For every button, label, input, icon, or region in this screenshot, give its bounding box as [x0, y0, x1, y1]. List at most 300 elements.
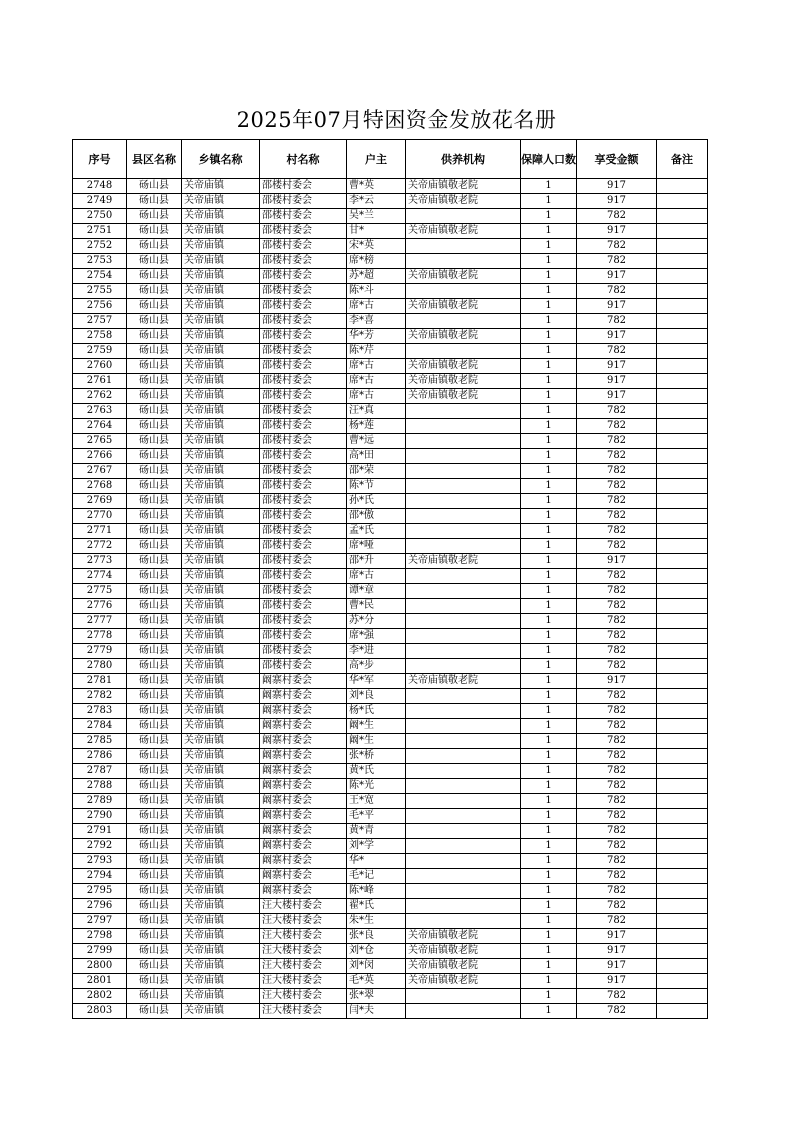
- cell-town: 关帝庙镇: [182, 794, 260, 809]
- table-row: [73, 824, 708, 839]
- cell-town: 关帝庙镇: [182, 464, 260, 479]
- cell-amount: 917: [577, 374, 657, 389]
- cell-county: 砀山县: [127, 884, 182, 899]
- cell-town: 关帝庙镇: [182, 344, 260, 359]
- cell-institution: [406, 704, 521, 719]
- cell-remark: [657, 644, 708, 659]
- cell-seq: 2756: [73, 299, 127, 314]
- cell-county: 砀山县: [127, 584, 182, 599]
- cell-seq: 2797: [73, 914, 127, 929]
- table-row: [73, 284, 708, 299]
- cell-seq: 2789: [73, 794, 127, 809]
- cell-remark: [657, 419, 708, 434]
- cell-town: 关帝庙镇: [182, 704, 260, 719]
- cell-county: 砀山县: [127, 419, 182, 434]
- cell-population: 1: [521, 794, 577, 809]
- cell-householder: 刘*闵: [347, 959, 406, 974]
- table-row: [73, 734, 708, 749]
- cell-remark: [657, 869, 708, 884]
- header-town: 乡镇名称: [182, 140, 260, 179]
- cell-population: 1: [521, 719, 577, 734]
- cell-county: 砀山县: [127, 239, 182, 254]
- cell-county: 砀山县: [127, 554, 182, 569]
- cell-householder: 黄*氏: [347, 764, 406, 779]
- cell-householder: 席*古: [347, 569, 406, 584]
- cell-seq: 2796: [73, 899, 127, 914]
- cell-population: 1: [521, 344, 577, 359]
- cell-householder: 张*桥: [347, 749, 406, 764]
- cell-institution: [406, 734, 521, 749]
- cell-amount: 782: [577, 314, 657, 329]
- cell-remark: [657, 524, 708, 539]
- table-row: [73, 989, 708, 1004]
- cell-county: 砀山县: [127, 959, 182, 974]
- cell-village: 阚寨村委会: [260, 824, 347, 839]
- cell-village: 邵楼村委会: [260, 299, 347, 314]
- cell-seq: 2749: [73, 194, 127, 209]
- cell-seq: 2753: [73, 254, 127, 269]
- cell-seq: 2787: [73, 764, 127, 779]
- table-row: [73, 899, 708, 914]
- cell-population: 1: [521, 524, 577, 539]
- cell-institution: 关帝庙镇敬老院: [406, 974, 521, 989]
- cell-town: 关帝庙镇: [182, 374, 260, 389]
- cell-amount: 782: [577, 524, 657, 539]
- table-row: [73, 209, 708, 224]
- cell-village: 邵楼村委会: [260, 629, 347, 644]
- cell-institution: [406, 749, 521, 764]
- cell-county: 砀山县: [127, 404, 182, 419]
- cell-county: 砀山县: [127, 464, 182, 479]
- cell-amount: 782: [577, 284, 657, 299]
- cell-amount: 782: [577, 659, 657, 674]
- cell-remark: [657, 464, 708, 479]
- cell-town: 关帝庙镇: [182, 569, 260, 584]
- cell-population: 1: [521, 554, 577, 569]
- cell-county: 砀山县: [127, 494, 182, 509]
- cell-county: 砀山县: [127, 599, 182, 614]
- cell-seq: 2781: [73, 674, 127, 689]
- cell-householder: 陈*光: [347, 779, 406, 794]
- table-row: [73, 239, 708, 254]
- cell-amount: 782: [577, 749, 657, 764]
- cell-population: 1: [521, 239, 577, 254]
- cell-county: 砀山县: [127, 719, 182, 734]
- table-body: [73, 179, 708, 1019]
- cell-householder: 毛*记: [347, 869, 406, 884]
- table-row: [73, 434, 708, 449]
- cell-population: 1: [521, 314, 577, 329]
- cell-institution: 关帝庙镇敬老院: [406, 299, 521, 314]
- cell-town: 关帝庙镇: [182, 329, 260, 344]
- cell-institution: [406, 989, 521, 1004]
- cell-town: 关帝庙镇: [182, 674, 260, 689]
- cell-institution: 关帝庙镇敬老院: [406, 554, 521, 569]
- cell-institution: [406, 539, 521, 554]
- cell-householder: 毛*平: [347, 809, 406, 824]
- cell-county: 砀山县: [127, 899, 182, 914]
- cell-town: 关帝庙镇: [182, 749, 260, 764]
- cell-institution: [406, 839, 521, 854]
- cell-seq: 2800: [73, 959, 127, 974]
- cell-population: 1: [521, 944, 577, 959]
- cell-institution: 关帝庙镇敬老院: [406, 389, 521, 404]
- cell-population: 1: [521, 884, 577, 899]
- cell-population: 1: [521, 284, 577, 299]
- cell-householder: 陈*芹: [347, 344, 406, 359]
- cell-amount: 782: [577, 734, 657, 749]
- header-village: 村名称: [260, 140, 347, 179]
- cell-householder: 席*古: [347, 299, 406, 314]
- cell-householder: 席*强: [347, 629, 406, 644]
- cell-institution: [406, 764, 521, 779]
- cell-village: 邵楼村委会: [260, 404, 347, 419]
- cell-county: 砀山县: [127, 254, 182, 269]
- cell-seq: 2761: [73, 374, 127, 389]
- cell-amount: 917: [577, 194, 657, 209]
- cell-county: 砀山县: [127, 809, 182, 824]
- cell-householder: 邵*傲: [347, 509, 406, 524]
- cell-population: 1: [521, 194, 577, 209]
- cell-amount: 782: [577, 914, 657, 929]
- cell-village: 汪大楼村委会: [260, 959, 347, 974]
- cell-seq: 2791: [73, 824, 127, 839]
- cell-county: 砀山县: [127, 734, 182, 749]
- cell-seq: 2758: [73, 329, 127, 344]
- cell-amount: 782: [577, 824, 657, 839]
- cell-householder: 朱*生: [347, 914, 406, 929]
- cell-remark: [657, 824, 708, 839]
- cell-town: 关帝庙镇: [182, 494, 260, 509]
- table-row: [73, 809, 708, 824]
- table-row: [73, 674, 708, 689]
- cell-seq: 2792: [73, 839, 127, 854]
- cell-village: 阚寨村委会: [260, 779, 347, 794]
- cell-amount: 782: [577, 254, 657, 269]
- cell-village: 阚寨村委会: [260, 764, 347, 779]
- cell-town: 关帝庙镇: [182, 299, 260, 314]
- cell-householder: 李*进: [347, 644, 406, 659]
- cell-amount: 917: [577, 944, 657, 959]
- cell-village: 邵楼村委会: [260, 194, 347, 209]
- cell-seq: 2802: [73, 989, 127, 1004]
- cell-remark: [657, 944, 708, 959]
- cell-town: 关帝庙镇: [182, 539, 260, 554]
- cell-remark: [657, 734, 708, 749]
- cell-amount: 782: [577, 809, 657, 824]
- cell-remark: [657, 284, 708, 299]
- cell-population: 1: [521, 659, 577, 674]
- cell-institution: [406, 479, 521, 494]
- cell-amount: 782: [577, 419, 657, 434]
- cell-remark: [657, 749, 708, 764]
- cell-population: 1: [521, 734, 577, 749]
- cell-county: 砀山县: [127, 524, 182, 539]
- cell-remark: [657, 764, 708, 779]
- cell-population: 1: [521, 179, 577, 194]
- cell-householder: 刘*学: [347, 839, 406, 854]
- cell-amount: 917: [577, 974, 657, 989]
- cell-town: 关帝庙镇: [182, 779, 260, 794]
- cell-amount: 782: [577, 854, 657, 869]
- cell-seq: 2790: [73, 809, 127, 824]
- cell-remark: [657, 629, 708, 644]
- cell-householder: 席*榜: [347, 254, 406, 269]
- cell-village: 汪大楼村委会: [260, 1004, 347, 1019]
- cell-remark: [657, 494, 708, 509]
- cell-town: 关帝庙镇: [182, 254, 260, 269]
- cell-village: 邵楼村委会: [260, 434, 347, 449]
- cell-county: 砀山县: [127, 269, 182, 284]
- cell-householder: 阚*生: [347, 734, 406, 749]
- cell-village: 邵楼村委会: [260, 659, 347, 674]
- roster-table: [72, 139, 708, 1019]
- table-row: [73, 1004, 708, 1019]
- table-row: [73, 524, 708, 539]
- cell-institution: [406, 209, 521, 224]
- cell-remark: [657, 779, 708, 794]
- cell-seq: 2776: [73, 599, 127, 614]
- cell-amount: 917: [577, 299, 657, 314]
- cell-institution: [406, 434, 521, 449]
- cell-householder: 谭*章: [347, 584, 406, 599]
- cell-seq: 2784: [73, 719, 127, 734]
- cell-householder: 陈*峰: [347, 884, 406, 899]
- table-row: [73, 614, 708, 629]
- cell-county: 砀山县: [127, 989, 182, 1004]
- cell-institution: [406, 569, 521, 584]
- cell-town: 关帝庙镇: [182, 764, 260, 779]
- cell-seq: 2777: [73, 614, 127, 629]
- cell-village: 阚寨村委会: [260, 839, 347, 854]
- header-amount: 享受金额: [577, 140, 657, 179]
- cell-amount: 782: [577, 509, 657, 524]
- cell-town: 关帝庙镇: [182, 989, 260, 1004]
- table-row: [73, 554, 708, 569]
- cell-remark: [657, 179, 708, 194]
- cell-village: 邵楼村委会: [260, 314, 347, 329]
- cell-seq: 2765: [73, 434, 127, 449]
- cell-institution: 关帝庙镇敬老院: [406, 224, 521, 239]
- cell-village: 邵楼村委会: [260, 509, 347, 524]
- cell-town: 关帝庙镇: [182, 974, 260, 989]
- cell-remark: [657, 554, 708, 569]
- cell-amount: 917: [577, 929, 657, 944]
- cell-remark: [657, 989, 708, 1004]
- cell-remark: [657, 689, 708, 704]
- cell-amount: 917: [577, 674, 657, 689]
- cell-institution: 关帝庙镇敬老院: [406, 374, 521, 389]
- cell-town: 关帝庙镇: [182, 284, 260, 299]
- cell-amount: 782: [577, 464, 657, 479]
- cell-town: 关帝庙镇: [182, 884, 260, 899]
- cell-householder: 翟*氏: [347, 899, 406, 914]
- cell-amount: 782: [577, 779, 657, 794]
- cell-town: 关帝庙镇: [182, 689, 260, 704]
- cell-town: 关帝庙镇: [182, 629, 260, 644]
- cell-village: 汪大楼村委会: [260, 974, 347, 989]
- cell-town: 关帝庙镇: [182, 614, 260, 629]
- cell-town: 关帝庙镇: [182, 554, 260, 569]
- cell-householder: 闫*夫: [347, 1004, 406, 1019]
- cell-remark: [657, 929, 708, 944]
- cell-village: 阚寨村委会: [260, 809, 347, 824]
- cell-remark: [657, 719, 708, 734]
- cell-institution: [406, 599, 521, 614]
- table-row: [73, 644, 708, 659]
- cell-population: 1: [521, 824, 577, 839]
- cell-seq: 2793: [73, 854, 127, 869]
- cell-householder: 华*芳: [347, 329, 406, 344]
- cell-village: 阚寨村委会: [260, 734, 347, 749]
- header-institution: 供养机构: [406, 140, 521, 179]
- cell-householder: 席*古: [347, 359, 406, 374]
- cell-county: 砀山县: [127, 974, 182, 989]
- table-row: [73, 479, 708, 494]
- cell-population: 1: [521, 464, 577, 479]
- cell-town: 关帝庙镇: [182, 524, 260, 539]
- cell-population: 1: [521, 989, 577, 1004]
- cell-amount: 917: [577, 554, 657, 569]
- cell-householder: 杨*氏: [347, 704, 406, 719]
- cell-seq: 2783: [73, 704, 127, 719]
- cell-village: 邵楼村委会: [260, 329, 347, 344]
- cell-householder: 吴*兰: [347, 209, 406, 224]
- cell-institution: [406, 239, 521, 254]
- cell-householder: 席*哑: [347, 539, 406, 554]
- cell-village: 邵楼村委会: [260, 524, 347, 539]
- header-population: 保障人口数: [521, 140, 577, 179]
- cell-town: 关帝庙镇: [182, 269, 260, 284]
- cell-seq: 2764: [73, 419, 127, 434]
- cell-amount: 782: [577, 764, 657, 779]
- cell-householder: 邵*升: [347, 554, 406, 569]
- cell-village: 邵楼村委会: [260, 224, 347, 239]
- table-row: [73, 509, 708, 524]
- cell-institution: [406, 854, 521, 869]
- cell-amount: 782: [577, 239, 657, 254]
- cell-county: 砀山县: [127, 389, 182, 404]
- cell-population: 1: [521, 209, 577, 224]
- table-row: [73, 689, 708, 704]
- cell-remark: [657, 404, 708, 419]
- cell-householder: 阚*生: [347, 719, 406, 734]
- cell-institution: [406, 719, 521, 734]
- cell-remark: [657, 224, 708, 239]
- cell-population: 1: [521, 614, 577, 629]
- cell-village: 邵楼村委会: [260, 494, 347, 509]
- cell-town: 关帝庙镇: [182, 179, 260, 194]
- cell-village: 邵楼村委会: [260, 554, 347, 569]
- cell-county: 砀山县: [127, 359, 182, 374]
- cell-remark: [657, 899, 708, 914]
- cell-remark: [657, 1004, 708, 1019]
- header-householder: 户主: [347, 140, 406, 179]
- cell-county: 砀山县: [127, 479, 182, 494]
- cell-institution: [406, 494, 521, 509]
- cell-population: 1: [521, 254, 577, 269]
- table-row: [73, 494, 708, 509]
- cell-remark: [657, 269, 708, 284]
- cell-amount: 782: [577, 344, 657, 359]
- cell-householder: 孙*氏: [347, 494, 406, 509]
- cell-amount: 782: [577, 479, 657, 494]
- cell-institution: [406, 629, 521, 644]
- cell-town: 关帝庙镇: [182, 734, 260, 749]
- cell-population: 1: [521, 644, 577, 659]
- cell-village: 阚寨村委会: [260, 689, 347, 704]
- cell-amount: 782: [577, 794, 657, 809]
- table-row: [73, 959, 708, 974]
- cell-seq: 2798: [73, 929, 127, 944]
- cell-town: 关帝庙镇: [182, 359, 260, 374]
- header-row: [73, 140, 708, 179]
- cell-village: 邵楼村委会: [260, 269, 347, 284]
- table-row: [73, 299, 708, 314]
- table-row: [73, 224, 708, 239]
- cell-remark: [657, 704, 708, 719]
- cell-institution: 关帝庙镇敬老院: [406, 359, 521, 374]
- cell-town: 关帝庙镇: [182, 944, 260, 959]
- cell-town: 关帝庙镇: [182, 599, 260, 614]
- cell-population: 1: [521, 929, 577, 944]
- cell-amount: 782: [577, 839, 657, 854]
- cell-county: 砀山县: [127, 824, 182, 839]
- cell-householder: 李*喜: [347, 314, 406, 329]
- cell-village: 邵楼村委会: [260, 539, 347, 554]
- cell-county: 砀山县: [127, 764, 182, 779]
- cell-institution: [406, 779, 521, 794]
- cell-village: 阚寨村委会: [260, 794, 347, 809]
- cell-county: 砀山县: [127, 509, 182, 524]
- cell-institution: [406, 1004, 521, 1019]
- cell-county: 砀山县: [127, 629, 182, 644]
- table-row: [73, 389, 708, 404]
- cell-institution: [406, 644, 521, 659]
- cell-remark: [657, 509, 708, 524]
- cell-amount: 782: [577, 584, 657, 599]
- cell-population: 1: [521, 404, 577, 419]
- cell-remark: [657, 374, 708, 389]
- cell-householder: 曹*远: [347, 434, 406, 449]
- cell-institution: 关帝庙镇敬老院: [406, 179, 521, 194]
- cell-village: 阚寨村委会: [260, 884, 347, 899]
- cell-population: 1: [521, 434, 577, 449]
- cell-population: 1: [521, 359, 577, 374]
- cell-remark: [657, 389, 708, 404]
- cell-institution: 关帝庙镇敬老院: [406, 944, 521, 959]
- cell-town: 关帝庙镇: [182, 659, 260, 674]
- table-row: [73, 344, 708, 359]
- cell-county: 砀山县: [127, 839, 182, 854]
- cell-householder: 杨*莲: [347, 419, 406, 434]
- cell-county: 砀山县: [127, 569, 182, 584]
- cell-town: 关帝庙镇: [182, 434, 260, 449]
- cell-institution: 关帝庙镇敬老院: [406, 329, 521, 344]
- cell-town: 关帝庙镇: [182, 959, 260, 974]
- table-row: [73, 839, 708, 854]
- cell-population: 1: [521, 674, 577, 689]
- cell-village: 阚寨村委会: [260, 674, 347, 689]
- header-county: 县区名称: [127, 140, 182, 179]
- table-row: [73, 659, 708, 674]
- cell-county: 砀山县: [127, 209, 182, 224]
- cell-seq: 2760: [73, 359, 127, 374]
- cell-amount: 782: [577, 1004, 657, 1019]
- cell-county: 砀山县: [127, 659, 182, 674]
- cell-village: 邵楼村委会: [260, 479, 347, 494]
- cell-county: 砀山县: [127, 944, 182, 959]
